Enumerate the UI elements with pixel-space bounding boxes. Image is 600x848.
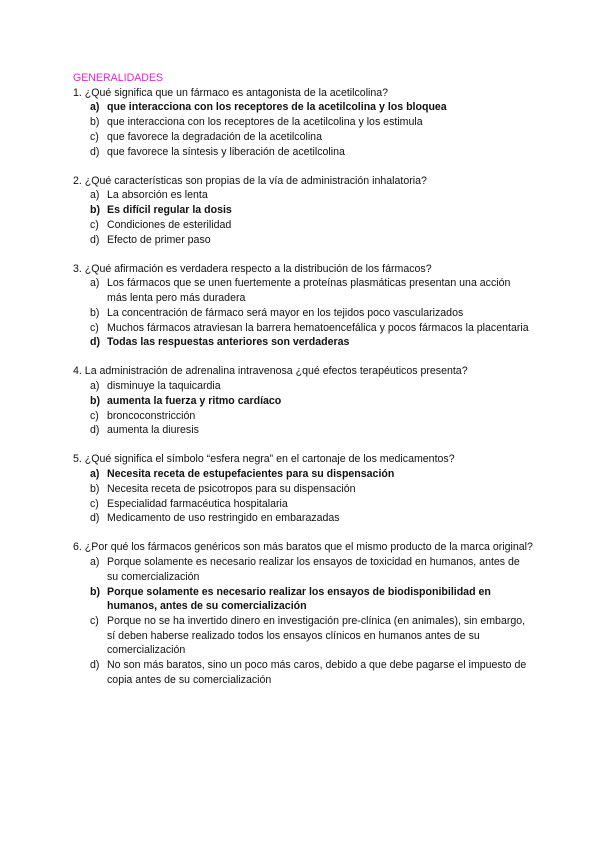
question-stem [73,452,533,467]
option-letter: a) [90,380,100,393]
option-d [73,145,533,160]
options-list [73,379,533,438]
option-c [73,321,533,336]
option-letter: b) [90,394,100,407]
question-text: ¿Qué significa que un fármaco es antagonista de la acetilcolina? [84,86,389,99]
option-text: Necesita receta de psicotropos para su dispensación [107,482,356,495]
option-text: Porque solamente es necesario realizar los ensayos de biodisponibilidad en humanos, antes de su comercialización [107,585,491,613]
option-letter: b) [90,116,100,129]
option-text: Es difícil regular la dosis [107,204,232,217]
option-letter: d) [90,336,100,349]
option-text: aumenta la fuerza y ritmo cardíaco [107,394,282,407]
option-letter: d) [90,659,100,672]
question-4 [73,364,533,438]
option-letter: c) [90,130,99,143]
option-c [73,218,533,233]
question-number: 6. [73,541,82,554]
option-letter: b) [90,306,100,319]
question-stem [73,86,533,101]
option-letter: b) [90,204,100,217]
option-letter: a) [90,556,100,569]
option-letter: c) [90,615,99,627]
document-page [73,71,533,702]
option-d [73,511,533,526]
option-d [73,658,533,687]
option-text: Especialidad farmacéutica hospitalaria [107,497,288,510]
question-number: 5. [73,453,82,466]
option-c [73,130,533,145]
question-stem [73,540,533,555]
question-number: 3. [73,262,82,275]
question-number: 4. [73,365,82,378]
option-text: que interacciona con los receptores de la acetilcolina y los estimula [107,116,423,129]
option-letter: b) [90,585,100,598]
option-text: Porque solamente es necesario realizar los ensayos de toxicidad en humanos, antes de su comercialización [107,556,520,583]
option-letter: c) [90,321,99,334]
question-text: ¿Qué características son propias de la vía de administración inhalatoria? [84,174,427,187]
option-letter: d) [90,233,100,246]
option-text: que interacciona con los receptores de la acetilcolina y los bloquea [107,101,447,114]
question-number: 1. [73,86,82,99]
option-d [73,233,533,248]
option-c [73,409,533,424]
option-text: No son más baratos, sino un poco más caros, debido a que debe pagarse el impuesto de copia antes de su comercialización [107,659,527,686]
option-letter: b) [90,482,100,495]
question-text: La administración de adrenalina intravenosa ¿qué efectos terapéuticos presenta? [84,365,468,378]
option-text: Efecto de primer paso [107,233,211,246]
option-c [73,497,533,512]
options-list [73,276,533,350]
option-a [73,188,533,203]
option-b [73,585,533,614]
option-text: La concentración de fármaco será mayor en los tejidos poco vascularizados [107,306,464,319]
question-2 [73,174,533,248]
question-6 [73,540,533,687]
option-a [73,276,533,305]
question-text: ¿Qué significa el símbolo “esfera negra” en el cartonaje de los medicamentos? [84,453,455,466]
option-b [73,115,533,130]
option-c [73,614,533,658]
option-text: Condiciones de esterilidad [107,218,232,231]
option-b [73,482,533,497]
question-stem [73,262,533,277]
option-text: disminuye la taquicardia [107,380,221,393]
option-letter: a) [90,101,100,114]
option-letter: a) [90,468,100,481]
option-letter: c) [90,218,99,231]
option-text: Todas las respuestas anteriores son verdaderas [107,336,350,349]
option-text: Medicamento de uso restringido en embarazadas [107,512,340,525]
option-letter: a) [90,277,100,290]
option-text: aumenta la diuresis [107,424,199,437]
option-b [73,306,533,321]
option-text: Necesita receta de estupefacientes para su dispensación [107,468,395,481]
option-a [73,379,533,394]
option-text: que favorece la degradación de la acetilcolina [107,130,322,143]
option-a [73,467,533,482]
option-letter: c) [90,497,99,510]
section-title: GENERALIDADES [73,72,164,84]
option-b [73,203,533,218]
options-list [73,467,533,526]
option-d [73,423,533,438]
options-list [73,555,533,687]
options-list [73,188,533,247]
option-a [73,100,533,115]
option-letter: c) [90,409,99,422]
question-text: ¿Por qué los fármacos genéricos son más baratos que el mismo producto de la marca original? [84,541,533,554]
options-list [73,100,533,159]
option-letter: d) [90,512,100,525]
question-text: ¿Qué afirmación es verdadera respecto a la distribución de los fármacos? [84,262,432,275]
option-text: Porque no se ha invertido dinero en investigación pre-clínica (en animales), sin embargo, sí deben haberse realizado todos los ensayos clínicos en humanos antes de su comercialización [107,615,526,657]
option-letter: d) [90,145,100,158]
question-stem [73,364,533,379]
option-text: Muchos fármacos atraviesan la barrera hematoencefálica y pocos fármacos la placentaria [107,321,529,334]
option-letter: d) [90,424,100,437]
option-text: Los fármacos que se unen fuertemente a proteínas plasmáticas presentan una acción más lenta pero más duradera [107,277,511,305]
question-number: 2. [73,174,82,187]
option-text: La absorción es lenta [107,189,208,202]
question-5 [73,452,533,526]
option-a [73,555,533,584]
option-b [73,394,533,409]
question-1 [73,86,533,160]
question-3 [73,262,533,350]
option-text: broncoconstricción [107,409,196,422]
option-letter: a) [90,189,100,202]
option-d [73,335,533,350]
question-stem [73,174,533,189]
option-text: que favorece la síntesis y liberación de acetilcolina [107,145,345,158]
